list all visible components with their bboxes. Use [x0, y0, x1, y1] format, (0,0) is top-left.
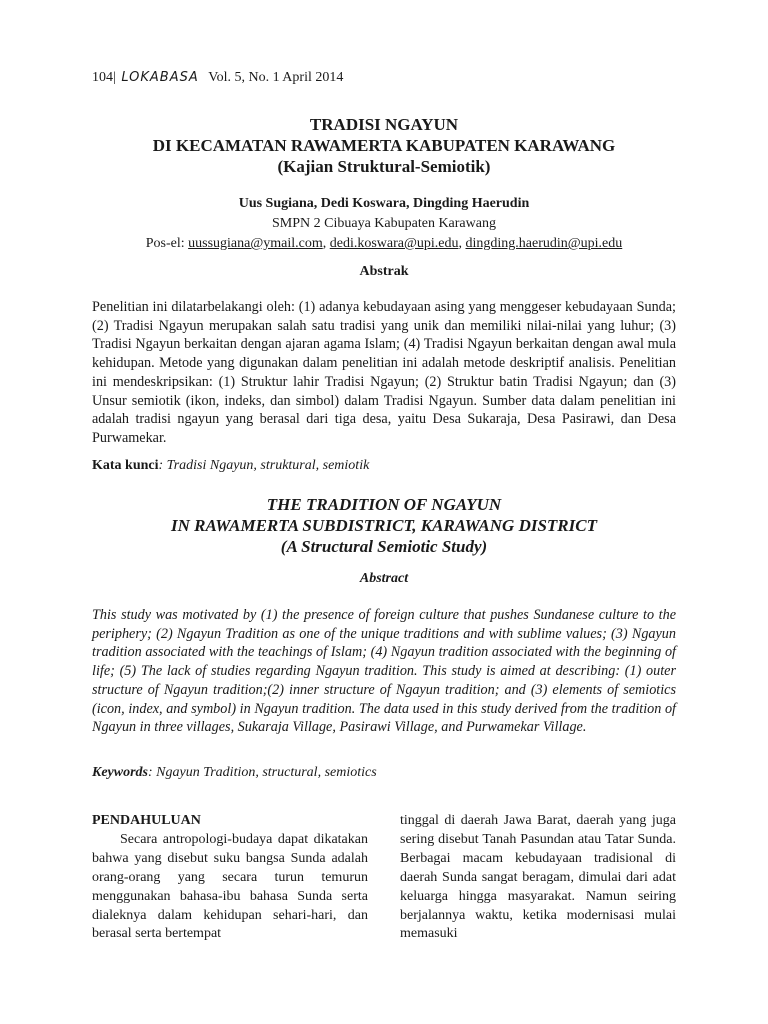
- email-link-3[interactable]: dingding.haerudin@upi.edu: [465, 236, 623, 251]
- article-title-en: [0, 494, 768, 557]
- title-en-line-3: (A Structural Semiotic Study): [280, 537, 488, 556]
- section-heading-pendahuluan: PENDAHULUAN: [92, 813, 201, 828]
- keywords-en-text: : Ngayun Tradition, structural, semiotics: [148, 765, 377, 780]
- abstract-en-heading: Abstract: [359, 571, 409, 586]
- journal-name: LOKABASA: [121, 70, 199, 85]
- abstract-id-body: Penelitian ini dilatarbelakangi oleh: (1) adanya kebudayaan asing yang menggeser kebudayaan Sunda; (2) Tradisi Ngayun merupakan salah satu tradisi yang unik dan memiliki nilai-nilai yang luhur; (3) Tradisi Ngayun berkaitan dengan ajaran agama Islam; (4) Tradisi Ngayun berkaitan dengan awal mula kehidupan. Metode yang digunakan dalam penelitian ini adalah metode deskriptif analisis. Penelitian ini mendeskripsikan: (1) Struktur lahir Tradisi Ngayun; (2) Struktur batin Tradisi Ngayun; dan (3) Unsur semiotik (ikon, indeks, dan simbol) dalam Tradisi Ngayun. Sumber data dalam penelitian ini adalah tradisi ngayun yang berasal dari tiga desa, yaitu Desa Sukaraja, Desa Pasirawi, dan Desa Purwamekar.: [92, 299, 676, 446]
- email-link-2[interactable]: dedi.koswara@upi.edu: [329, 236, 459, 251]
- email-separator: ,: [458, 236, 466, 251]
- keywords-id-text: : Tradisi Ngayun, struktural, semiotik: [158, 458, 370, 473]
- author-names: Uus Sugiana, Dedi Koswara, Dingding Haerudin: [238, 196, 530, 211]
- title-en-line-1: THE TRADITION OF NGAYUN: [266, 495, 502, 514]
- keywords-id-label: Kata kunci: [92, 458, 159, 473]
- title-id-line-2: DI KECAMATAN RAWAMERTA KABUPATEN KARAWANG: [152, 136, 616, 155]
- keywords-id: [92, 458, 676, 474]
- abstract-id-heading: Abstrak: [359, 264, 409, 279]
- keywords-en: [92, 765, 676, 781]
- email-link-1[interactable]: uussugiana@ymail.com: [188, 236, 323, 251]
- author-emails: [0, 234, 768, 254]
- author-block: [0, 194, 768, 254]
- body-column-right: [400, 812, 676, 944]
- paragraph-left: Secara antropologi-budaya dapat dikatakan bahwa yang disebut suku bangsa Sunda adalah orang-orang yang secara turun temurun menggunakan bahasa-ibu bahasa Sunda serta dialeknya dalam kehidupan sehari-hari, dan berasal serta bertempat: [92, 831, 368, 942]
- page-number: 104|: [92, 70, 116, 85]
- paragraph-right: tinggal di daerah Jawa Barat, daerah yang juga sering disebut Tanah Pasundan atau Tatar Sunda. Berbagai macam kebudayaan tradisional di daerah Sunda sangat beragam, dimulai dari adat keluarga hingga masyarakat. Namun seiring berjalannya waktu, ketika modernisasi mulai memasuki: [400, 813, 676, 942]
- volume-info: Vol. 5, No. 1 April 2014: [208, 70, 344, 85]
- abstract-en-body: This study was motivated by (1) the presence of foreign culture that pushes Sundanese culture to the periphery; (2) Ngayun Tradition as one of the unique traditions and with sublime values; (3) Ngayun tradition associated with the teachings of Islam; (4) Ngayun tradition associated with the beginning of life; (5) The lack of studies regarding Ngayun tradition. This study is aimed at describing: (1) outer structure of Ngayun tradition;(2) inner structure of Ngayun tradition; and (3) elements of semiotics (icon, index, and symbol) in Ngayun tradition. The data used in this study derived from the tradition of Ngayun in three villages, Sukaraja Village, Pasirawi Village, and Purwamekar Village.: [92, 607, 676, 736]
- email-prefix: Pos-el:: [145, 236, 189, 251]
- email-separator: ,: [322, 236, 330, 251]
- title-en-line-2: IN RAWAMERTA SUBDISTRICT, KARAWANG DISTRICT: [171, 516, 597, 535]
- running-header: [92, 70, 343, 86]
- keywords-en-label: Keywords: [92, 765, 148, 780]
- author-affiliation: SMPN 2 Cibuaya Kabupaten Karawang: [272, 216, 496, 231]
- article-title-id: [0, 114, 768, 177]
- title-id-line-1: TRADISI NGAYUN: [309, 115, 459, 134]
- title-id-line-3: (Kajian Struktural-Semiotik): [277, 157, 491, 176]
- body-column-left: [92, 812, 368, 944]
